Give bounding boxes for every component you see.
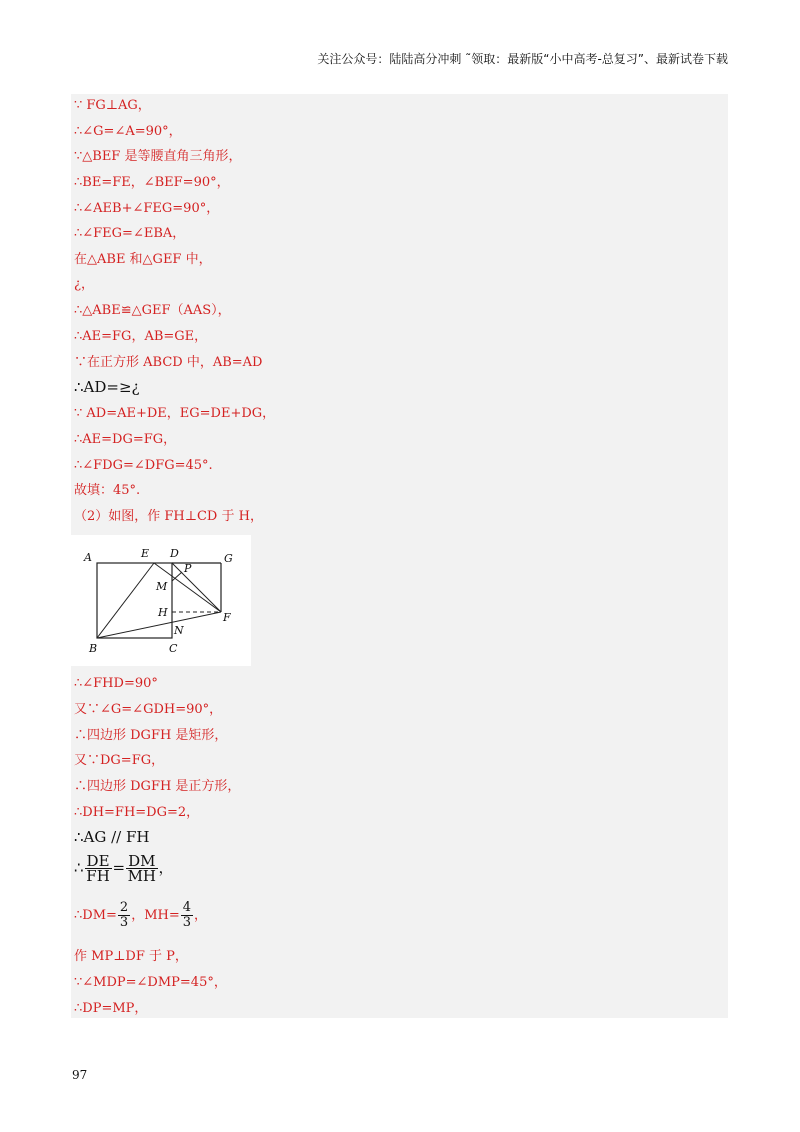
solution-line: ∴∠FDG=∠DFG=45°. [74,458,213,473]
ratio-equation [74,854,174,883]
geometry-figure [71,535,251,666]
mh-prefix: ，MH= [131,908,180,923]
solution-line: ∵∠MDP=∠DMP=45°， [74,975,227,990]
values-suffix: ， [194,908,208,923]
solution-line: ∴AG // FH [74,828,150,846]
fraction-denominator: FH [86,867,110,885]
label-c: C [169,642,178,655]
solution-line: 在△ABE 和△GEF 中， [74,252,212,267]
solution-line: （2）如图，作 FH⊥CD 于 H， [74,509,263,524]
solution-line: ∵ AD=AE+DE，EG=DE+DG， [74,406,276,421]
solution-line: ∴四边形 DGFH 是正方形， [74,779,241,794]
label-p: P [184,562,192,575]
fraction-numerator: DM [128,852,156,870]
fraction-numerator: 4 [182,900,192,915]
fraction-numerator: DE [86,852,110,870]
solution-line: 又∵DG=FG， [74,753,165,768]
solution-line: ∴BE=FE，∠BEF=90°， [74,175,230,190]
label-m: M [156,580,168,593]
solution-line: 又∵∠G=∠GDH=90°， [74,702,223,717]
ratio-suffix: ， [158,858,174,877]
solution-line: ∴AE=FG，AB=GE， [74,329,208,344]
solution-line: 作 MP⊥DF 于 P， [74,949,188,964]
solution-line: ∴DH=FH=DG=2， [74,805,200,820]
equals-sign: = [112,858,126,877]
fraction-denominator: 3 [182,915,192,930]
solution-line: ∴AD=≥¿ [74,378,140,396]
values-equation [74,901,207,930]
page-header: 关注公众号：陆陆高分冲刺 ˜领取：最新版“小中高考-总复习”、最新试卷下载 [317,52,728,66]
label-b: B [89,642,98,655]
solution-line: ∵△BEF 是等腰直角三角形， [74,149,242,164]
solution-line: 故填：45°. [74,483,141,498]
solution-line: ∴∠AEB+∠FEG=90°， [74,201,220,216]
fraction-numerator: 2 [119,900,129,915]
solution-line: ∴∠G=∠A=90°， [74,124,182,139]
ratio-prefix: ∴ [74,858,84,877]
fraction-denominator: MH [127,867,157,885]
solution-line: ∴△ABE≌△GEF（AAS）， [74,303,231,318]
fraction-dm-mh [126,854,157,883]
fraction-de-fh [85,854,112,883]
label-f: F [223,611,231,624]
label-d: D [170,547,179,560]
fraction-dm [118,901,130,930]
solution-line: ∴AE=DG=FG， [74,432,177,447]
fraction-mh [181,901,193,930]
solution-line: ∴四边形 DGFH 是矩形， [74,728,228,743]
label-e: E [141,547,150,560]
label-g: G [224,552,233,565]
solution-line: ∴∠FHD=90° [74,676,158,691]
fraction-denominator: 3 [119,915,129,930]
label-h: H [158,606,168,619]
label-n: N [174,624,184,637]
label-a: A [84,551,92,564]
solution-line: ∴∠FEG=∠EBA， [74,226,186,241]
dm-prefix: ∴DM= [74,908,117,923]
solution-line: ∵在正方形 ABCD 中，AB=AD [74,355,263,370]
solution-line: ∵ FG⊥AG， [74,98,151,113]
solution-line: ¿， [74,277,94,292]
solution-content [71,94,728,1018]
solution-line: ∴DP=MP， [74,1001,148,1016]
page-number: 97 [72,1068,88,1082]
